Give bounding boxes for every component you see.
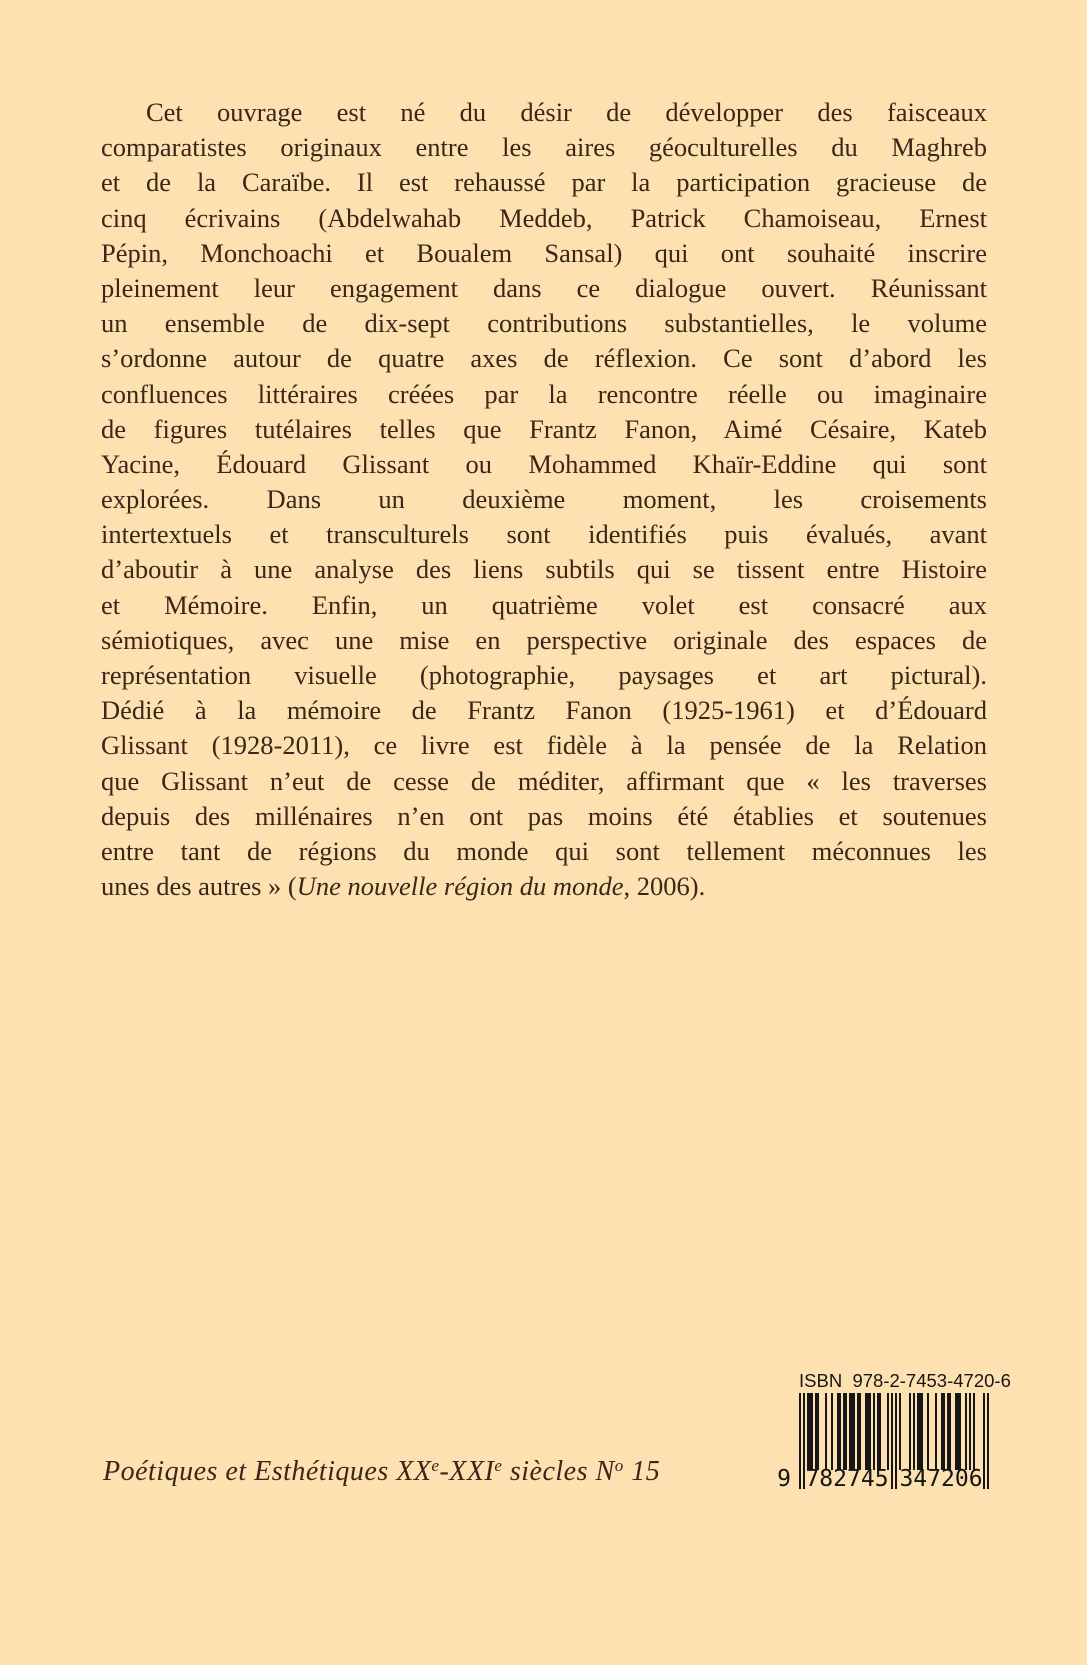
text-line: pleinement leur engagement dans ce dialogue ouvert. Réunissant: [101, 272, 987, 303]
text-line: Dédié à la mémoire de Frantz Fanon (1925-1961) et d’Édouard: [101, 695, 987, 726]
isbn-barcode-block: [775, 1370, 1011, 1496]
text-line: s’ordonne autour de quatre axes de réflexion. Ce sont d’abord les: [101, 343, 987, 374]
text-line: et de la Caraïbe. Il est rehaussé par la participation gracieuse de: [101, 167, 987, 198]
text-line: unes des autres » (Une nouvelle région du monde, 2006).: [101, 871, 706, 902]
text-line: comparatistes originaux entre les aires géoculturelles du Maghreb: [101, 132, 987, 163]
text-line: que Glissant n’eut de cesse de méditer, affirmant que « les traverses: [101, 765, 987, 796]
barcode-digit-first: 9: [777, 1466, 791, 1492]
text-line: représentation visuelle (photographie, paysages et art pictural).: [101, 660, 987, 690]
text-line: Pépin, Monchoachi et Boualem Sansal) qui ont souhaité inscrire: [101, 237, 987, 268]
text-line: depuis des millénaires n’en ont pas moins été établies et soutenues: [101, 800, 987, 831]
back-cover-text: [101, 95, 987, 904]
text-line: et Mémoire. Enfin, un quatrième volet est consacré aux: [101, 589, 987, 620]
isbn-label: ISBN 978-2-7453-4720-6: [799, 1370, 1011, 1391]
text-line: un ensemble de dix-sept contributions substantielles, le volume: [101, 308, 987, 339]
text-line: intertextuels et transculturels sont identifiés puis évalués, avant: [101, 519, 987, 550]
text-line: entre tant de régions du monde qui sont tellement méconnues les: [101, 835, 987, 866]
text-line: sémiotiques, avec une mise en perspective originale des espaces de: [101, 624, 987, 655]
barcode-digits-right: 347206: [899, 1466, 983, 1492]
text-line: cinq écrivains (Abdelwahab Meddeb, Patrick Chamoiseau, Ernest: [101, 202, 987, 233]
text-line: d’aboutir à une analyse des liens subtils qui se tissent entre Histoire: [101, 554, 987, 585]
series-title: Poétiques et Esthétiques XXe-XXIe siècles $N^o$ 15: [103, 1456, 661, 1487]
text-line: confluences littéraires créées par la rencontre réelle ou imaginaire: [101, 378, 987, 409]
text-line: de figures tutélaires telles que Frantz Fanon, Aimé Césaire, Kateb: [101, 413, 987, 444]
barcode-digits-left: 782745: [805, 1466, 889, 1492]
text-line: Yacine, Édouard Glissant ou Mohammed Khaïr-Eddine qui sont: [101, 448, 987, 479]
text-line: Glissant (1928-2011), ce livre est fidèle à la pensée de la Relation: [101, 730, 987, 761]
text-line: explorées. Dans un deuxième moment, les croisements: [101, 484, 987, 515]
text-line: Cet ouvrage est né du désir de développer des faisceaux: [146, 97, 987, 127]
